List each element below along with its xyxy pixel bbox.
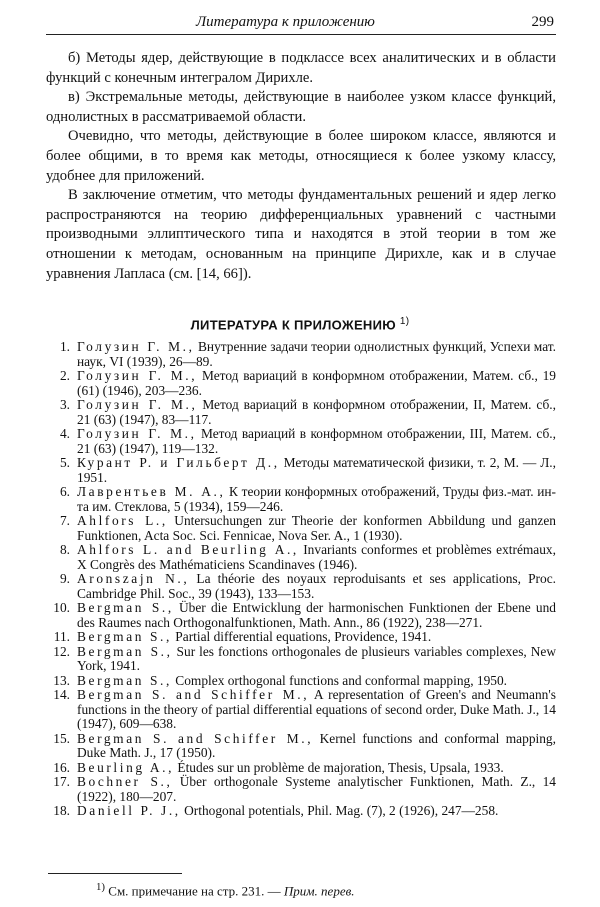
reference-item — [48, 369, 556, 398]
reference-text: Partial differential equations, Providence, 1941. — [175, 629, 432, 644]
reference-item — [48, 601, 556, 630]
reference-author: Bergman S., — [77, 643, 173, 659]
reference-author: Beurling A., — [77, 759, 175, 775]
reference-item — [48, 514, 556, 543]
reference-number: 9. — [59, 571, 70, 586]
body-text — [46, 49, 556, 284]
reference-text: Orthogonal potentials, Phil. Mag. (7), 2 (1926), 247—258. — [184, 803, 499, 818]
reference-text: Über die Entwicklung der harmonischen Funktionen der Ebene und des Raumes nach Orthogonalfunktionen, Math. Ann., 86 (1922), 238—271. — [77, 600, 556, 630]
reference-number: 14. — [53, 687, 70, 702]
reference-author: Лаврентьев М. А., — [77, 484, 226, 499]
reference-number: 17. — [53, 774, 70, 789]
reference-number: 1. — [59, 339, 70, 354]
reference-text: Методы математической физики, т. 2, М. — Л., 1951. — [77, 455, 556, 485]
reference-number: 12. — [53, 643, 70, 659]
reference-text: A representation of Green's and Neumann's functions in the theory of partial differential equations of second order, Duke Math. J., 14 (1947), 609—638. — [77, 687, 556, 731]
reference-text: Метод вариаций в конформном отображении, Матем. сб., 19 (61) (1946), 203—236. — [77, 368, 556, 398]
reference-author: Голузин Г. М., — [77, 339, 195, 354]
paragraph: Очевидно, что методы, действующие в более широком классе, являются и более общими, в то время как методы, относящиеся к более узкому классу, удобнее для приложений. — [46, 128, 556, 184]
reference-item — [48, 732, 556, 761]
reference-author: Ahlfors L. and Beurling A., — [77, 542, 299, 557]
reference-author: Aronszajn N., — [77, 571, 190, 586]
reference-text: La théorie des noyaux reproduisants et ses applications, Proc. Cambridge Phil. Soc., 39 (1943), 133—153. — [77, 571, 556, 601]
footnote-italic: Прим. перев. — [283, 883, 355, 899]
reference-text: Über orthogonale Systeme analytischer Funktionen, Math. Z., 14 (1922), 180—207. — [77, 774, 556, 804]
reference-author: Ahlfors L., — [77, 513, 168, 528]
reference-item — [48, 804, 556, 819]
reference-author: Bergman S. and Schiffer M., — [77, 730, 314, 746]
reference-item — [48, 630, 556, 645]
reference-text: Внутренние задачи теории однолистных функций, Успехи мат. наук, VI (1939), 26—89. — [77, 339, 556, 369]
reference-number: 18. — [53, 803, 70, 818]
reference-item — [48, 572, 556, 601]
footnote-text: См. примечание на стр. 231. — — [108, 883, 281, 899]
reference-number: 5. — [59, 455, 70, 470]
reference-number: 2. — [59, 368, 70, 383]
reference-author: Голузин Г. М., — [77, 368, 198, 383]
reference-item — [48, 427, 556, 456]
reference-number: 16. — [53, 759, 70, 775]
reference-item — [48, 543, 556, 572]
paragraph: В заключение отметим, что методы фундаментальных решений и ядер легко распространяются на теорию дифференциальных уравнений с частными производными эллиптического типа и находятся в этой теории в том же отношении к методам, основанным на принципе Дирихле, как и в случае уравнения Лапласа (см. [14, 66]). — [46, 187, 556, 282]
page-number: 299 — [531, 14, 554, 30]
reference-text: Untersuchungen zur Theorie der konformen Abbildung und ganzen Funktionen, Acta Soc. Sci. Fennicae, Nova Ser. A., 1 (1930). — [77, 513, 556, 543]
reference-text: Complex orthogonal functions and conformal mapping, 1950. — [175, 672, 508, 688]
reference-author: Голузин Г. М., — [77, 426, 197, 441]
footnote-divider — [48, 873, 182, 874]
footnote-mark: 1) — [96, 881, 106, 893]
section-title-text: ЛИТЕРАТУРА К ПРИЛОЖЕНИЮ — [190, 317, 396, 333]
reference-text: Études sur un problème de majoration, Thesis, Upsala, 1933. — [177, 759, 504, 775]
reference-text: Метод вариаций в конформном отображении, III, Матем. сб., 21 (63) (1947), 119—132. — [77, 426, 556, 456]
footnote-marker: 1) — [399, 316, 410, 327]
reference-item — [48, 775, 556, 804]
reference-number: 13. — [53, 672, 70, 688]
reference-item — [48, 645, 556, 674]
reference-author: Курант Р. и Гильберт Д., — [77, 455, 280, 470]
section-title — [0, 316, 600, 332]
reference-item — [48, 485, 556, 514]
reference-author: Bergman S. and Schiffer M., — [77, 687, 310, 702]
reference-number: 11. — [53, 629, 70, 644]
reference-number: 10. — [53, 600, 70, 615]
reference-item — [48, 674, 556, 689]
paragraph: в) Экстремальные методы, действующие в наиболее узком классе функций, однолистных в рассматриваемой области. — [46, 89, 556, 125]
reference-number: 7. — [59, 513, 70, 528]
reference-number: 4. — [59, 426, 70, 441]
reference-number: 15. — [53, 730, 70, 746]
reference-item — [48, 398, 556, 427]
reference-item — [48, 688, 556, 732]
reference-text: Kernel functions and conformal mapping, Duke Math. J., 17 (1950). — [77, 730, 556, 760]
footnote — [96, 881, 354, 899]
reference-text: Метод вариаций в конформном отображении, II, Матем. сб., 21 (63) (1947), 83—117. — [77, 397, 556, 427]
reference-list — [48, 340, 556, 819]
reference-author: Голузин Г. М., — [77, 397, 198, 412]
reference-number: 6. — [59, 484, 70, 499]
running-title: Литература к приложению — [196, 14, 375, 30]
reference-author: Bergman S., — [77, 600, 174, 615]
reference-author: Bergman S., — [77, 672, 172, 688]
reference-text: Sur les fonctions orthogonales de plusieurs variables complexes, New York, 1941. — [77, 643, 557, 673]
reference-author: Daniell P. J., — [77, 803, 181, 818]
reference-text: К теории конформных отображений, Труды физ.-мат. ин-та им. Стеклова, 5 (1934), 159—246. — [77, 484, 556, 514]
reference-item — [48, 340, 556, 369]
reference-number: 3. — [59, 397, 70, 412]
reference-author: Bergman S., — [77, 629, 172, 644]
running-header — [46, 12, 556, 35]
reference-number: 8. — [59, 542, 70, 557]
reference-item — [48, 456, 556, 485]
reference-text: Invariants conformes et problèmes extrémaux, X Congrès des Mathématiciens Scandinaves (1946). — [77, 542, 556, 572]
paragraph: б) Методы ядер, действующие в подклассе всех аналитических и в области функций с конечным интегралом Дирихле. — [46, 50, 556, 86]
reference-item — [48, 761, 556, 776]
reference-author: Bochner S., — [77, 774, 173, 789]
